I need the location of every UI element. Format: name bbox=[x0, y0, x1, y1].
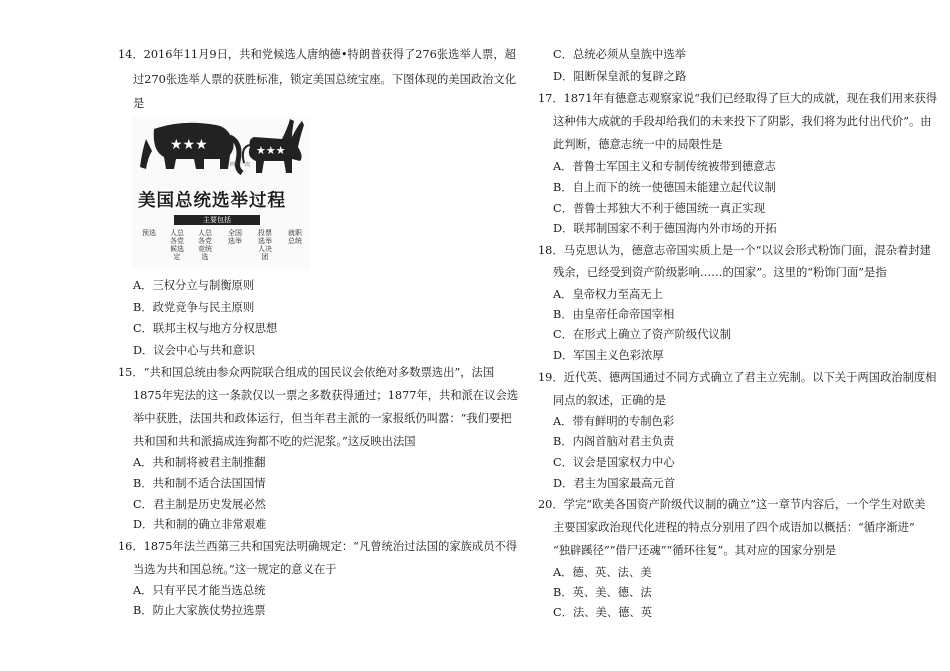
q17-option-a: A．普鲁士军国主义和专制传统被带到德意志 bbox=[553, 160, 776, 173]
figure-step: 就职总统 bbox=[288, 229, 302, 245]
q16-line2: 当选为共和国总统。”这一规定的意义在于 bbox=[133, 563, 337, 576]
svg-text:★★★: ★★★ bbox=[170, 137, 208, 153]
q14-line3: 是 bbox=[133, 97, 145, 110]
figure-title: 美国总统选举过程 bbox=[138, 191, 286, 211]
q18-option-d: D．军国主义色彩浓厚 bbox=[553, 349, 664, 362]
q16-option-b: B．防止大家族仗势拉选票 bbox=[133, 604, 266, 617]
svg-text:★★★: ★★★ bbox=[256, 144, 286, 157]
q17-option-d: D．联邦制国家不利于德国海内外市场的开拓 bbox=[553, 222, 777, 235]
q15-line2: 1875年宪法的这一条款仅以一票之多数获得通过；1877年，共和派在议会选 bbox=[133, 389, 519, 402]
q20-line3: “独辟蹊径”“借尸还魂”“循环往复”。其对应的国家分别是 bbox=[553, 544, 837, 557]
q16-option-a: A．只有平民才能当选总统 bbox=[133, 584, 266, 597]
q18-option-c: C．在形式上确立了资产阶级代议制 bbox=[553, 328, 732, 341]
q14-line2: 过270张选举人票的获胜标准，锁定美国总统宝座。下图体现的美国政治文化 bbox=[133, 73, 517, 86]
q16-option-d: D．阻断保皇派的复辟之路 bbox=[553, 70, 687, 83]
q15-option-b: B．共和制不适合法国国情 bbox=[133, 477, 266, 490]
q19-option-a: A．带有鲜明的专制色彩 bbox=[553, 415, 675, 428]
q14-option-d: D．议会中心与共和意识 bbox=[133, 344, 256, 357]
q20-option-b: B．英、美、德、法 bbox=[553, 586, 652, 599]
figure-step: 人总各党竞统选 bbox=[198, 229, 212, 261]
q18-option-b: B．由皇帝任命帝国宰相 bbox=[553, 308, 675, 321]
q18-line2: 残余，已经受到资产阶级影响……的国家”。这里的“粉饰门面”是指 bbox=[553, 266, 887, 279]
figure-step: 投票选举人决团 bbox=[258, 229, 272, 261]
q15-option-a: A．共和制将被君主制推翻 bbox=[133, 456, 266, 469]
q16-line1: 16．1875年法兰西第三共和国宪法明确规定：“凡曾统治过法国的家族成员不得 bbox=[118, 540, 518, 553]
q14-line1: 14．2016年11月9日，共和党候选人唐纳德•特朗普获得了276张选举人票，超 bbox=[118, 48, 516, 61]
figure-tiny-label: 四年一次 bbox=[230, 162, 251, 168]
q17-line3: 此判断，德意志统一中的局限性是 bbox=[553, 138, 723, 151]
q14-option-b: B．政党竞争与民主原则 bbox=[133, 301, 255, 314]
q15-line3: 举中获胜，法国共和政体运行，但当年君主派的一家报纸仍叫嚣：“我们要把 bbox=[133, 412, 512, 425]
q19-line1: 19．近代英、德两国通过不同方式确立了君主立宪制。以下关于两国政治制度相 bbox=[538, 371, 937, 384]
election-figure bbox=[132, 117, 310, 269]
figure-steps bbox=[136, 229, 308, 265]
q18-option-a: A．皇帝权力至高无上 bbox=[553, 288, 663, 301]
q20-line1: 20．学完“欧美各国资产阶级代议制的确立”这一章节内容后，一个学生对欧美 bbox=[538, 498, 926, 511]
q17-line2: 这种伟大成就的手段却给我们的未来投下了阴影，我们将为此付出代价”。由 bbox=[553, 115, 932, 128]
q15-line4: 共和国和共和派搞成连狗都不吃的烂泥浆。”这反映出法国 bbox=[133, 435, 416, 448]
figure-step: 预选 bbox=[142, 229, 156, 237]
q14-option-a: A．三权分立与制衡原则 bbox=[133, 279, 255, 292]
q19-line2: 同点的叙述，正确的是 bbox=[553, 394, 666, 407]
q19-option-b: B．内阁首脑对君主负责 bbox=[553, 435, 675, 448]
q17-option-b: B．自上而下的统一使德国未能建立起代议制 bbox=[553, 181, 776, 194]
donkey-icon bbox=[243, 119, 304, 173]
figure-step: 全国选举 bbox=[228, 229, 242, 245]
q19-option-c: C．议会是国家权力中心 bbox=[553, 456, 675, 469]
elephant-icon bbox=[140, 123, 242, 173]
q14-option-c: C．联邦主权与地方分权思想 bbox=[133, 322, 278, 335]
figure-step: 人总各党候选定 bbox=[170, 229, 184, 261]
figure-bar-label: 主要包括 bbox=[174, 215, 260, 225]
q15-option-c: C．君主制是历史发展必然 bbox=[133, 498, 266, 511]
q16-option-c: C．总统必须从皇族中选举 bbox=[553, 48, 686, 61]
q20-option-c: C．法、美、德、英 bbox=[553, 606, 653, 619]
q20-line2: 主要国家政治现代化进程的特点分别用了四个成语加以概括：“循序渐进” bbox=[553, 521, 915, 534]
q18-line1: 18．马克思认为，德意志帝国实质上是一个“以议会形式粉饰门面，混杂着封建 bbox=[538, 244, 931, 257]
q20-option-a: A．德、英、法、美 bbox=[553, 566, 652, 579]
q15-option-d: D．共和制的确立非常艰难 bbox=[133, 518, 267, 531]
q19-option-d: D．君主为国家最高元首 bbox=[553, 477, 676, 490]
q17-option-c: C．普鲁士邦独大不利于德国统一真正实现 bbox=[553, 202, 765, 215]
q15-line1: 15．“共和国总统由参众两院联合组成的国民议会依绝对多数票选出”，法国 bbox=[118, 366, 495, 379]
q17-line1: 17．1871年有德意志观察家说“我们已经取得了巨大的成就，现在我们用来获得 bbox=[538, 92, 938, 105]
